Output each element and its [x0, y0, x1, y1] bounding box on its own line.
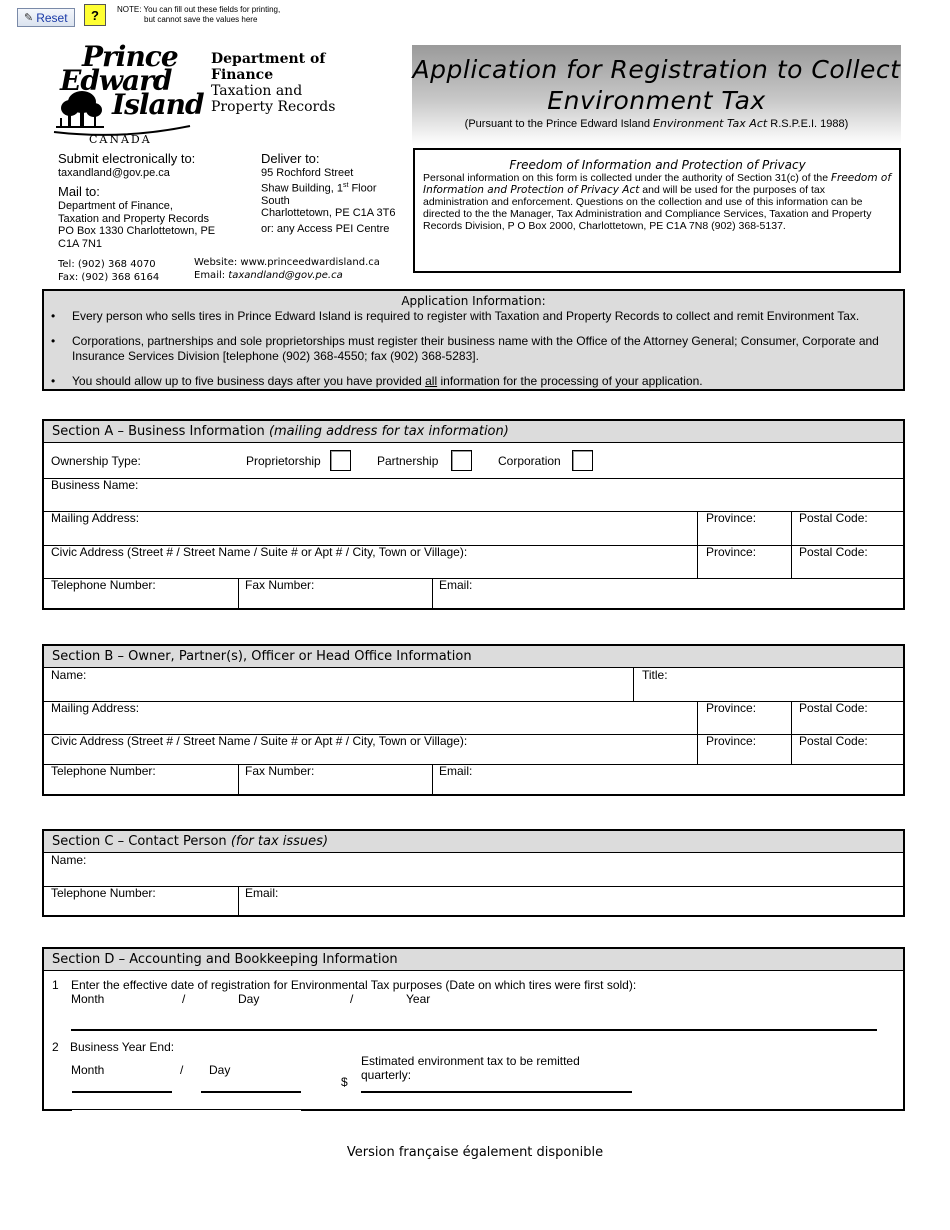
section-d-heading: Section D – Accounting and Bookkeeping Information: [44, 949, 903, 971]
application-information: Application Information: • Every person who sells tires in Prince Edward Island is required to register with Taxation and Property Records to collect and remit Environment Tax. • Corporations, partnerships and sole proprietorships must register their business name with the Office of the Attorney General; Consumer, Corporate and Insurance Services Division [telephone (902) 368-4550; fax (902) 368-5283]. • You should allow up to five business days after you have provided all information for the processing of your application.: [42, 289, 905, 391]
ownership-label: Ownership Type:: [51, 454, 141, 468]
q2-slash: /: [180, 1063, 184, 1077]
mail-info: Mail to: Department of Finance, Taxation and Property Records PO Box 1330 Charlottetown, PE C1A 7N1: [58, 184, 216, 250]
question-2-number: 2: [52, 1040, 59, 1054]
q2-day-label: Day: [209, 1063, 231, 1077]
form-title-box: [412, 45, 901, 145]
question-1-number: 1: [52, 978, 59, 992]
corporation-label: Corporation: [498, 454, 561, 468]
privacy-notice: Freedom of Information and Protection of Privacy Personal information on this form is collected under the authority of Section 31(c) of the Freedom of Information and Protection of Privacy Act and will be used for the purposes of tax administration and enforcement. Questions on the collection and use of this information can be directed to the the Manager, Tax Administration and Compliance Services, Taxation and Property Records Division, P O Box 2000, Charlottetown, PE C1A 7N8 (902) 368-5137.: [413, 148, 901, 273]
proprietorship-checkbox[interactable]: [330, 450, 351, 471]
owner-mailing-field[interactable]: Mailing Address:: [51, 701, 140, 715]
owner-mailing-province-field[interactable]: Province:: [706, 701, 757, 715]
email-field[interactable]: Email:: [439, 578, 473, 592]
mailing-postal-field[interactable]: Postal Code:: [799, 511, 868, 525]
section-d: [42, 947, 905, 1111]
web-info: Website: www.princeedwardisland.ca Email: taxandland@gov.pe.ca: [194, 257, 380, 281]
reset-button[interactable]: ✎ Reset: [17, 8, 75, 27]
contact-email-field[interactable]: Email:: [245, 886, 279, 900]
q1-slash: /: [182, 992, 186, 1006]
section-b: [42, 644, 905, 796]
q1-day-label: Day: [238, 992, 260, 1006]
business-name-field[interactable]: Business Name:: [51, 478, 139, 492]
department-name: Department of Finance Taxation and Property Records: [211, 51, 336, 115]
submit-info: Submit electronically to: taxandland@gov.pe.ca: [58, 151, 196, 179]
q2-month-label: Month: [71, 1063, 105, 1077]
owner-mailing-postal-field[interactable]: Postal Code:: [799, 701, 868, 715]
form-subtitle: (Pursuant to the Prince Edward Island Environment Tax Act R.S.P.E.I. 1988): [464, 117, 849, 130]
deliver-info: Deliver to: 95 Rochford Street Shaw Building, 1st Floor South Charlottetown, PE C1A 3T6 or: any Access PEI Centre: [261, 151, 396, 235]
year-end-day-field[interactable]: [201, 1091, 301, 1093]
pencil-icon: ✎: [24, 12, 34, 24]
owner-civic-field[interactable]: Civic Address (Street # / Street Name / Suite # or Apt # / City, Town or Village):: [51, 734, 468, 748]
phone-info: Tel: (902) 368 4070 Fax: (902) 368 6164: [58, 259, 160, 283]
effective-date-field[interactable]: [71, 1029, 877, 1031]
q1-month-label: Month: [71, 992, 105, 1006]
mailing-address-field[interactable]: Mailing Address:: [51, 511, 140, 525]
question-2-text: Business Year End:: [70, 1040, 175, 1054]
owner-civic-province-field[interactable]: Province:: [706, 734, 757, 748]
dollar-sign: $: [341, 1075, 348, 1089]
contact-telephone-field[interactable]: Telephone Number:: [51, 886, 156, 900]
corporation-checkbox[interactable]: [572, 450, 593, 471]
logo-country: CANADA: [89, 133, 152, 146]
section-c: [42, 829, 905, 917]
q1-slash: /: [350, 992, 354, 1006]
form-title: Application for Registration to Collect Environment Tax: [412, 55, 901, 115]
contact-name-field[interactable]: Name:: [51, 853, 87, 867]
section-a: [42, 419, 905, 610]
estimated-tax-field[interactable]: [361, 1091, 632, 1093]
french-version-note: Version française également disponible: [346, 1145, 604, 1160]
question-1-text: Enter the effective date of registration for Environmental Tax purposes (Date on which tires were first sold):: [71, 978, 637, 992]
fax-field[interactable]: Fax Number:: [245, 578, 315, 592]
year-end-month-field[interactable]: [72, 1091, 172, 1093]
owner-name-field[interactable]: Name:: [51, 668, 87, 682]
civic-postal-field[interactable]: Postal Code:: [799, 545, 868, 559]
pei-logo: Prince Edward Island: [52, 40, 202, 140]
partnership-checkbox[interactable]: [451, 450, 472, 471]
fill-note: NOTE: You can fill out these fields for printing, but cannot save the values here: [117, 5, 281, 24]
civic-address-field[interactable]: Civic Address (Street # / Street Name / Suite # or Apt # / City, Town or Village):: [51, 545, 468, 559]
owner-civic-postal-field[interactable]: Postal Code:: [799, 734, 868, 748]
help-button[interactable]: ?: [84, 4, 106, 26]
owner-email-field[interactable]: Email:: [439, 764, 473, 778]
owner-fax-field[interactable]: Fax Number:: [245, 764, 315, 778]
section-c-heading: Section C – Contact Person (for tax issues): [44, 831, 903, 853]
partnership-label: Partnership: [377, 454, 439, 468]
telephone-field[interactable]: Telephone Number:: [51, 578, 156, 592]
section-a-heading: Section A – Business Information (mailing address for tax information): [44, 421, 903, 443]
owner-telephone-field[interactable]: Telephone Number:: [51, 764, 156, 778]
civic-province-field[interactable]: Province:: [706, 545, 757, 559]
owner-title-field[interactable]: Title:: [642, 668, 668, 682]
section-b-heading: Section B – Owner, Partner(s), Officer or Head Office Information: [44, 646, 903, 668]
q1-year-label: Year: [406, 992, 431, 1006]
mailing-province-field[interactable]: Province:: [706, 511, 757, 525]
estimated-tax-label: Estimated environment tax to be remitted quarterly:: [361, 1054, 580, 1082]
proprietorship-label: Proprietorship: [246, 454, 321, 468]
